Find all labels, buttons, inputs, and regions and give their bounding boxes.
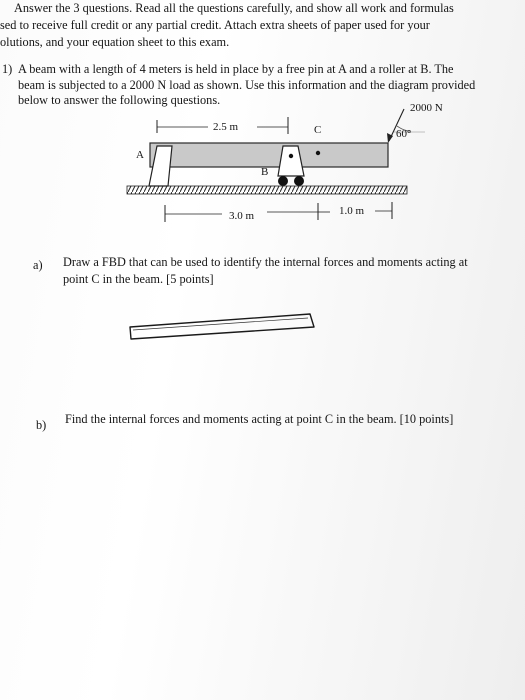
point-c-label: C — [314, 124, 322, 136]
part-a-line-1: Draw a FBD that can be used to identify the internal forces and moments acting at — [63, 255, 468, 269]
roller-wheel-right — [294, 176, 304, 186]
point-c-dot — [316, 151, 320, 155]
roller-wheel-left — [278, 176, 288, 186]
part-b-text: Find the internal forces and moments acting at point C in the beam. [10 points] — [65, 412, 454, 426]
beam — [150, 143, 388, 167]
part-a-line-2: point C in the beam. [5 points] — [63, 272, 214, 286]
problem-line-2: beam is subjected to a 2000 N load as shown. Use this information and the diagram provided — [18, 78, 476, 92]
dimension-ac-label: 2.5 m — [213, 121, 239, 133]
ground — [127, 186, 407, 194]
hand-drawn-box — [130, 314, 314, 339]
point-b-dot — [289, 154, 293, 158]
angle-label: 60° — [396, 128, 412, 140]
dimension-ab-label: 3.0 m — [229, 210, 255, 222]
instructions-line-1: Answer the 3 questions. Read all the questions carefully, and show all work and formulas — [14, 1, 454, 15]
instructions-line-2: sed to receive full credit or any partial credit. Attach extra sheets of paper used for your — [0, 18, 430, 32]
problem-line-1: A beam with a length of 4 meters is held in place by a free pin at A and a roller at B. The — [18, 62, 454, 76]
problem-number: 1) — [2, 62, 13, 76]
part-b-label: b) — [36, 418, 47, 432]
load-label: 2000 N — [410, 102, 443, 114]
point-b-label: B — [261, 166, 269, 178]
instructions-line-3: olutions, and your equation sheet to this exam. — [0, 35, 230, 49]
part-a-label: a) — [33, 258, 43, 272]
dimension-b-end-label: 1.0 m — [339, 205, 365, 217]
point-a-label: A — [136, 149, 144, 161]
problem-line-3: below to answer the following questions. — [18, 93, 221, 107]
